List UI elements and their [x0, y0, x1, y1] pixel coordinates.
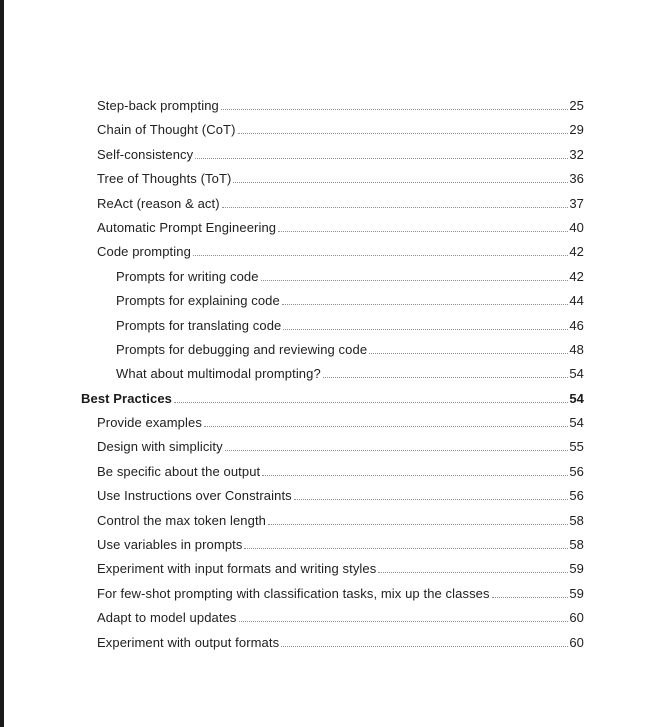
toc-entry[interactable]: [81, 557, 584, 581]
toc-entry-label: Provide examples: [97, 415, 202, 431]
toc-entry-label: Adapt to model updates: [97, 610, 237, 626]
toc-entry[interactable]: [81, 460, 584, 484]
dotted-leader: [378, 572, 568, 573]
dotted-leader: [278, 231, 568, 232]
dotted-leader: [268, 524, 568, 525]
toc-entry-label: Use variables in prompts: [97, 537, 243, 553]
toc-entry-page-number: 54: [569, 415, 584, 431]
dotted-leader: [369, 353, 568, 354]
toc-entry-label: Use Instructions over Constraints: [97, 488, 292, 504]
toc-entry-label: Automatic Prompt Engineering: [97, 219, 277, 235]
toc-entry-label: Experiment with output formats: [97, 634, 280, 650]
toc-entry-page-number: 40: [569, 219, 584, 235]
dotted-leader: [222, 207, 569, 208]
toc-entry-page-number: 32: [569, 146, 584, 162]
toc-entry-label: Prompts for explaining code: [116, 293, 280, 309]
toc-entry-label: For few-shot prompting with classification tasks, mix up the classes: [97, 585, 490, 601]
toc-entry[interactable]: [81, 533, 584, 557]
toc-entry-label: Design with simplicity: [97, 439, 223, 455]
toc-entry-page-number: 58: [569, 537, 584, 553]
dotted-leader: [239, 621, 569, 622]
toc-entry-page-number: 37: [569, 195, 584, 211]
toc-entry-page-number: 56: [569, 463, 584, 479]
toc-entry[interactable]: [81, 435, 584, 459]
toc-entry-page-number: 60: [569, 610, 584, 626]
toc-entry-label: Prompts for writing code: [116, 268, 259, 284]
dotted-leader: [261, 280, 569, 281]
dotted-leader: [281, 646, 568, 647]
dotted-leader: [244, 548, 568, 549]
table-of-contents: [81, 94, 584, 655]
toc-entry-label: Code prompting: [97, 244, 191, 260]
toc-entry[interactable]: [81, 240, 584, 264]
dotted-leader: [174, 402, 568, 403]
toc-entry-label: Tree of Thoughts (ToT): [97, 171, 232, 187]
dotted-leader: [221, 109, 568, 110]
dotted-leader: [262, 475, 568, 476]
toc-entry[interactable]: [81, 94, 584, 118]
toc-entry-page-number: 60: [569, 634, 584, 650]
toc-entry[interactable]: [81, 167, 584, 191]
dotted-leader: [225, 450, 569, 451]
dotted-leader: [193, 255, 568, 256]
toc-entry[interactable]: [81, 118, 584, 142]
toc-entry[interactable]: [81, 216, 584, 240]
toc-entry-page-number: 46: [569, 317, 584, 333]
toc-entry-page-number: 56: [569, 488, 584, 504]
toc-entry-page-number: 59: [569, 561, 584, 577]
dotted-leader: [195, 158, 568, 159]
toc-entry-label: What about multimodal prompting?: [116, 366, 321, 382]
toc-entry-label: ReAct (reason & act): [97, 195, 220, 211]
toc-entry-label: Be specific about the output: [97, 463, 261, 479]
left-edge-bar: [0, 0, 4, 727]
toc-entry-label: Step-back prompting: [97, 98, 219, 113]
toc-entry-label: Best Practices: [81, 390, 173, 406]
toc-entry-label: Self-consistency: [97, 146, 194, 162]
toc-entry[interactable]: [81, 362, 584, 386]
toc-entry[interactable]: [81, 631, 584, 655]
toc-entry-page-number: 42: [569, 244, 584, 260]
toc-entry[interactable]: [81, 606, 584, 630]
toc-entry[interactable]: [81, 411, 584, 435]
toc-entry-label: Prompts for debugging and reviewing code: [116, 341, 368, 357]
toc-entry[interactable]: [81, 265, 584, 289]
toc-entry[interactable]: [81, 484, 584, 508]
toc-entry[interactable]: [81, 289, 584, 313]
toc-entry-page-number: 36: [569, 171, 584, 187]
toc-entry-label: Experiment with input formats and writing styles: [97, 561, 377, 577]
toc-entry[interactable]: [81, 387, 584, 411]
dotted-leader: [294, 499, 569, 500]
dotted-leader: [238, 133, 569, 134]
toc-entry-page-number: 48: [569, 341, 584, 357]
dotted-leader: [323, 377, 569, 378]
toc-entry[interactable]: [81, 509, 584, 533]
toc-entry[interactable]: [81, 338, 584, 362]
toc-entry-page-number: 55: [569, 439, 584, 455]
toc-entry-page-number: 59: [569, 585, 584, 601]
toc-entry[interactable]: [81, 192, 584, 216]
toc-entry-page-number: 54: [569, 390, 584, 406]
dotted-leader: [283, 329, 568, 330]
toc-entry[interactable]: [81, 582, 584, 606]
toc-entry-page-number: 44: [569, 293, 584, 309]
toc-entry-page-number: 58: [569, 512, 584, 528]
toc-entry-page-number: 25: [569, 98, 584, 113]
toc-entry-label: Control the max token length: [97, 512, 267, 528]
toc-entry[interactable]: [81, 143, 584, 167]
dotted-leader: [492, 597, 569, 598]
dotted-leader: [204, 426, 568, 427]
toc-entry-page-number: 54: [569, 366, 584, 382]
toc-entry-page-number: 29: [569, 122, 584, 138]
dotted-leader: [282, 304, 568, 305]
dotted-leader: [233, 182, 568, 183]
toc-entry-label: Prompts for translating code: [116, 317, 282, 333]
toc-entry-label: Chain of Thought (CoT): [97, 122, 236, 138]
toc-entry[interactable]: [81, 314, 584, 338]
toc-entry-page-number: 42: [569, 268, 584, 284]
